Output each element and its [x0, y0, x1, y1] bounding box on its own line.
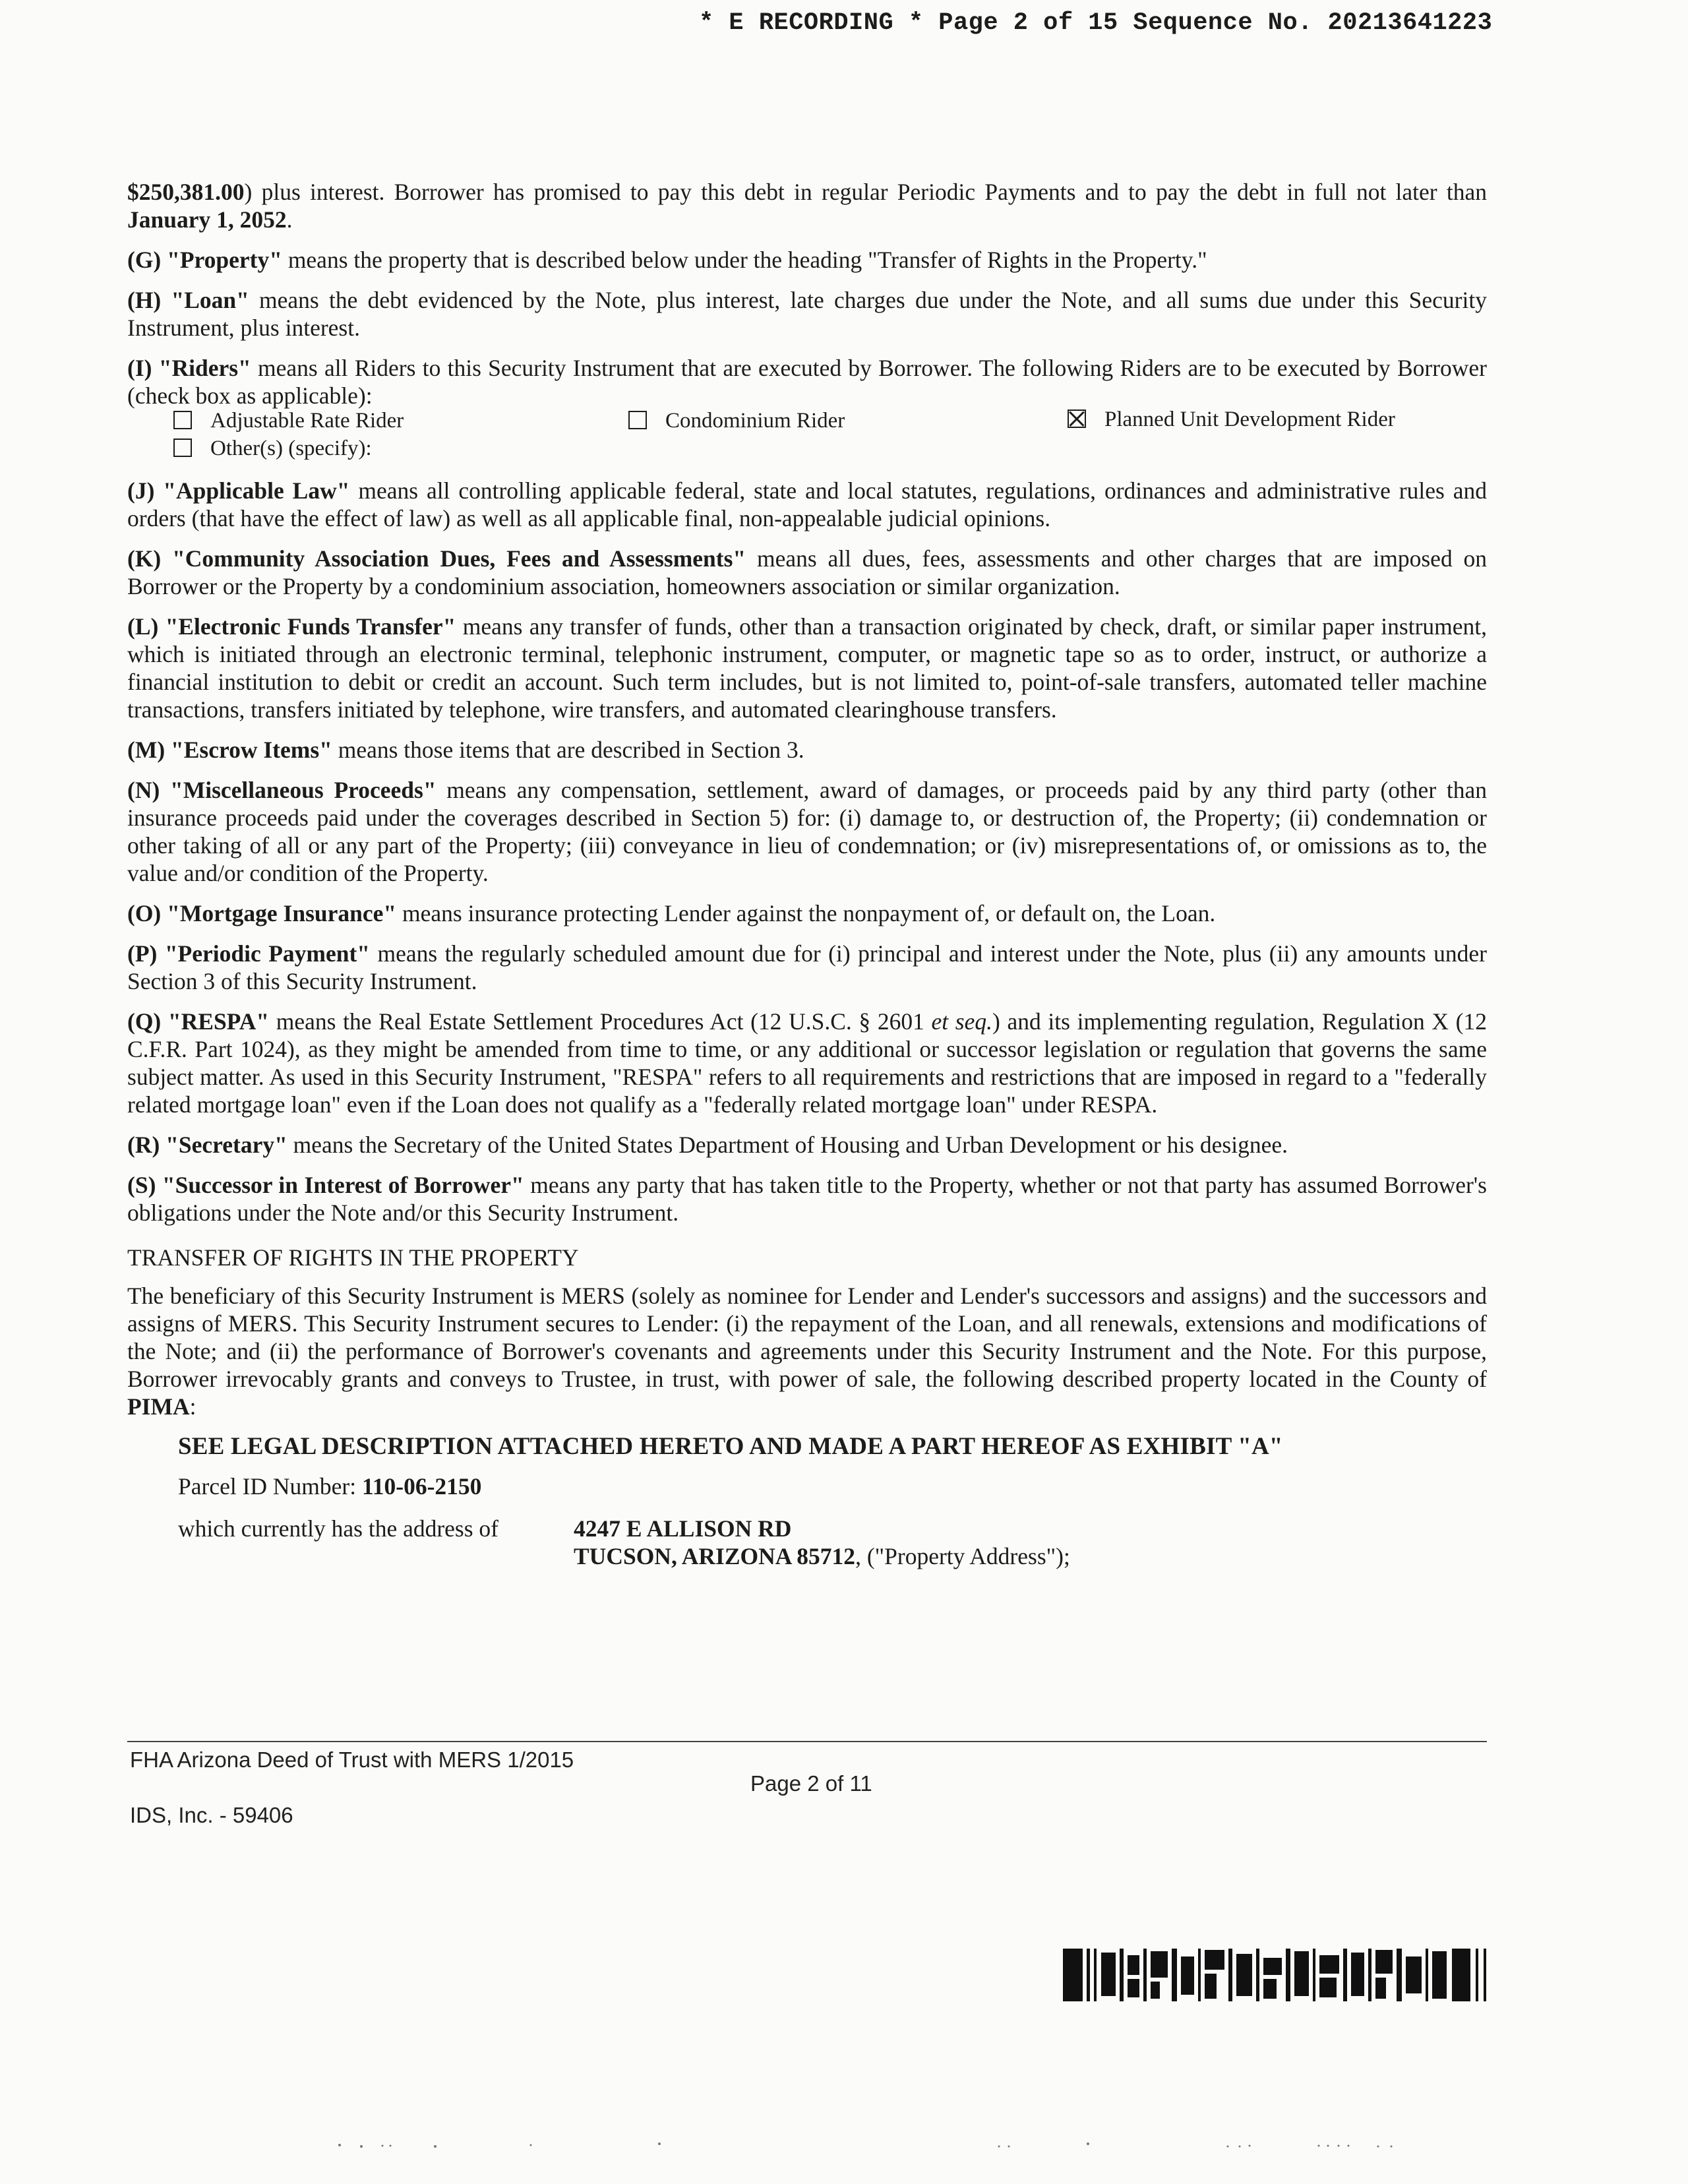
checkbox-condominium[interactable]: [628, 411, 647, 429]
parcel-id: Parcel ID Number: 110-06-2150: [178, 1473, 482, 1500]
scan-artifact-dots: [0, 2140, 1688, 2153]
county-name: PIMA: [127, 1393, 190, 1420]
footer-form-name: FHA Arizona Deed of Trust with MERS 1/2015: [130, 1747, 574, 1772]
para-f: $250,381.00) plus interest. Borrower has promised to pay this debt in regular Periodic Payments and to pay the debt in full not later than January 1, 2052.: [127, 179, 1487, 233]
definition-i: (I) "Riders" means all Riders to this Security Instrument that are executed by Borrower. The following Riders are to be executed by Borrower (check box as applicable):: [127, 355, 1487, 409]
footer-divider: [127, 1741, 1487, 1742]
footer-ids: IDS, Inc. - 59406: [130, 1803, 293, 1827]
address-line-2: TUCSON, ARIZONA 85712, ("Property Address");: [574, 1543, 1070, 1569]
address-line-1: 4247 E ALLISON RD: [574, 1515, 792, 1542]
rider-condominium: Condominium Rider: [628, 407, 845, 435]
loan-amount: $250,381.00: [127, 179, 245, 205]
riders-checklist: [127, 407, 1487, 465]
definition-k: (K) "Community Association Dues, Fees and Assessments" means all dues, fees, assessments and other charges that are imposed on Borrower or the Property by a condominium association, homeowners association or similar organization.: [127, 545, 1488, 599]
footer-page-number: Page 2 of 11: [750, 1771, 872, 1796]
definition-s: (S) "Successor in Interest of Borrower" means any party that has taken title to the Property, whether or not that party has assumed Borrower's obligations under the Note and/or this Security Instrument.: [127, 1172, 1487, 1226]
property-address: which currently has the address of 4247 E ALLISON RD TUCSON, ARIZONA 85712, ("Property Address");: [178, 1515, 1070, 1569]
definition-o: (O) "Mortgage Insurance" means insurance protecting Lender against the nonpayment of, or default on, the Loan.: [127, 900, 1216, 926]
definition-g: (G) "Property" means the property that is described below under the heading "Transfer of Rights in the Property.": [127, 247, 1207, 273]
rider-others: Other(s) (specify):: [173, 435, 372, 462]
checkbox-others[interactable]: [173, 439, 192, 457]
definition-r: (R) "Secretary" means the Secretary of the United States Department of Housing and Urban Development or his designee.: [127, 1132, 1288, 1158]
rider-adjustable-rate: Adjustable Rate Rider: [173, 407, 404, 435]
legal-description: SEE LEGAL DESCRIPTION ATTACHED HERETO AND MADE A PART HEREOF AS EXHIBIT "A": [178, 1433, 1283, 1460]
checkbox-adjustable-rate[interactable]: [173, 411, 192, 429]
definition-m: (M) "Escrow Items" means those items that are described in Section 3.: [127, 737, 804, 763]
rider-planned-unit-development: Planned Unit Development Rider: [1068, 406, 1395, 433]
barcode-image: [1063, 1949, 1492, 2001]
definition-n: (N) "Miscellaneous Proceeds" means any compensation, settlement, award of damages, or proceeds paid by any third party (other than insurance proceeds paid under the coverages described in Section 5) for: (i) damage to, or destruction of, the Property; (ii) condemnation or other taking of all or any part of the Property; (iii) conveyance in lieu of condemnation; or (iv) misrepresentations of, or omissions as to, the value and/or condition of the Property.: [127, 777, 1487, 886]
definition-j: (J) "Applicable Law" means all controlling applicable federal, state and local statutes, regulations, ordinances and administrative rules and orders (that have the effect of law) as well as all applicable final, non-appealable judicial opinions.: [127, 477, 1487, 531]
definition-l: (L) "Electronic Funds Transfer" means any transfer of funds, other than a transaction originated by check, draft, or similar paper instrument, which is initiated through an electronic terminal, telephonic instrument, computer, or magnetic tape so as to order, instruct, or authorize a financial institution to debit or credit an account. Such term includes, but is not limited to, point-of-sale transfers, automated teller machine transactions, transfers initiated by telephone, wire transfers, and automated clearinghouse transfers.: [127, 613, 1487, 723]
definition-q: (Q) "RESPA" means the Real Estate Settlement Procedures Act (12 U.S.C. § 2601 et seq.) and its implementing regulation, Regulation X (12 C.F.R. Part 1024), as they might be amended from time to time, or any additional or successor legislation or regulation that governs the same subject matter. As used in this Security Instrument, "RESPA" refers to all requirements and restrictions that are imposed in regard to a "federally related mortgage loan" even if the Loan does not qualify as a "federally related mortgage loan" under RESPA.: [127, 1008, 1487, 1118]
transfer-heading: TRANSFER OF RIGHTS IN THE PROPERTY: [127, 1244, 579, 1271]
definition-p: (P) "Periodic Payment" means the regularly scheduled amount due for (i) principal and interest under the Note, plus (ii) any amounts under Section 3 of this Security Instrument.: [127, 940, 1487, 994]
document-body: [127, 178, 1487, 1570]
parcel-number: 110-06-2150: [361, 1473, 482, 1500]
checkbox-planned-unit-development-checked[interactable]: [1068, 410, 1086, 428]
maturity-date: January 1, 2052: [127, 206, 287, 233]
definition-h: (H) "Loan" means the debt evidenced by the Note, plus interest, late charges due under the Note, and all sums due under this Security Instrument, plus interest.: [127, 287, 1487, 341]
recording-header: * E RECORDING * Page 2 of 15 Sequence No. 20213641223: [699, 9, 1493, 37]
transfer-paragraph: The beneficiary of this Security Instrument is MERS (solely as nominee for Lender and Lender's successors and assigns) and the successors and assigns of MERS. This Security Instrument secures to Lender: (i) the repayment of the Loan, and all renewals, extensions and modifications of the Note; and (ii) the performance of Borrower's covenants and agreements under this Security Instrument and the Note. For this purpose, Borrower irrevocably grants and conveys to Trustee, in trust, with power of sale, the following described property located in the County of PIMA:: [127, 1283, 1487, 1420]
